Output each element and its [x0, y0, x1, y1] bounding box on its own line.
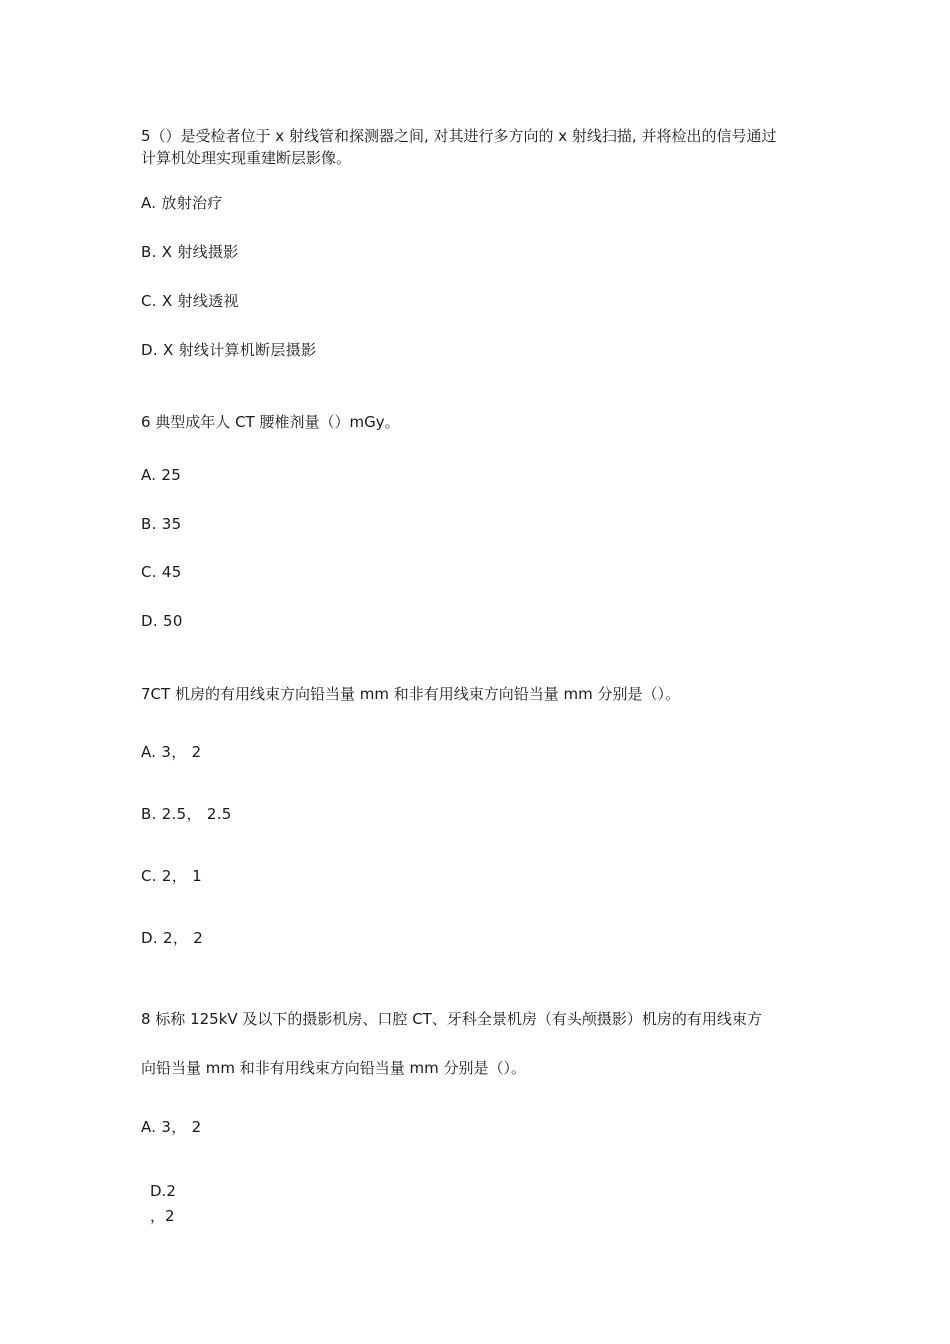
question-7-line-1: 7CT 机房的有用线束方向铅当量 mm 和非有用线束方向铅当量 mm 分别是（）。 [141, 685, 680, 703]
question-5-option-d: D. X 射线计算机断层摄影 [141, 341, 317, 359]
question-6-option-b: B. 35 [141, 515, 182, 533]
question-8-option-a: A. 3， 2 [141, 1118, 202, 1136]
question-6-option-a: A. 25 [141, 466, 182, 484]
question-6-option-d: D. 50 [141, 612, 183, 630]
question-8-line-2: 向铅当量 mm 和非有用线束方向铅当量 mm 分别是（）。 [141, 1059, 527, 1077]
question-6-option-c: C. 45 [141, 563, 182, 581]
question-5-option-a: A. 放射治疗 [141, 194, 223, 212]
question-7-option-c: C. 2， 1 [141, 867, 202, 885]
question-7-option-b: B. 2.5， 2.5 [141, 805, 232, 823]
question-5-option-c: C. X 射线透视 [141, 292, 239, 310]
question-5-line-2: 计算机处理实现重建断层影像。 [141, 149, 352, 167]
question-8-line-1: 8 标称 125kV 及以下的摄影机房、口腔 CT、牙科全景机房（有头颅摄影）机房的有用线束方 [141, 1010, 762, 1028]
question-8-option-d-fragment-2: ，2 [150, 1207, 175, 1225]
question-6-line-1: 6 典型成年人 CT 腰椎剂量（）mGy。 [141, 413, 400, 431]
question-5-line-1: 5（）是受检者位于 x 射线管和探测器之间, 对其进行多方向的 x 射线扫描, 并将检出的信号通过 [141, 127, 777, 145]
question-5-option-b: B. X 射线摄影 [141, 243, 239, 261]
question-8-option-d-fragment-1: D.2 [150, 1182, 176, 1200]
question-7-option-d: D. 2， 2 [141, 929, 204, 947]
question-7-option-a: A. 3， 2 [141, 743, 202, 761]
